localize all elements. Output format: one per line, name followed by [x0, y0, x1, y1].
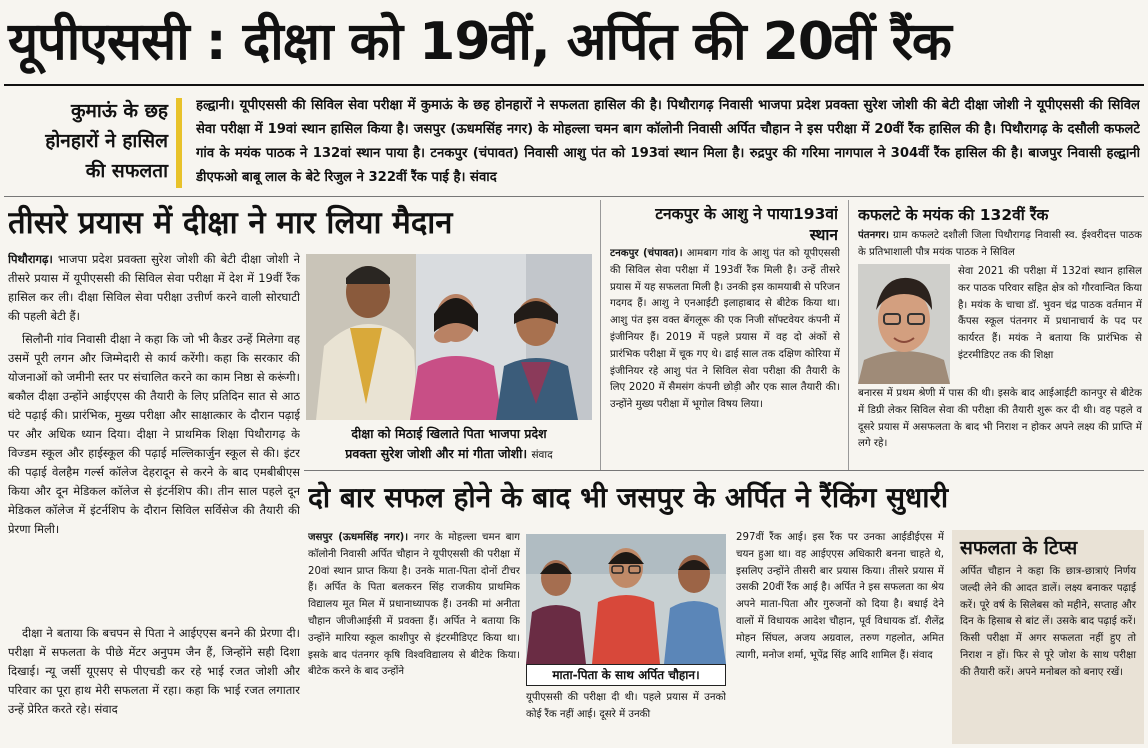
column-divider-1	[600, 200, 601, 470]
mayank-dateline: पंतनगर।	[858, 230, 890, 241]
arpit-photo-illustration	[526, 534, 726, 664]
lede-rule	[4, 196, 1144, 197]
ashu-body-text: आमबाग गांव के आशु पंत को यूपीएससी की सिविल सेवा परीक्षा में 193वीं रैंक मिली है। उन्हें तीसरे प्रयास में यह सफलता मिली है। उनकी इस कामयाबी से परिजन गदगद हैं। आशु ने एनआईटी इलाहाबाद से बीटेक किया था। आशु पंत इस वक्त बेंगलूरू की एक निजी सॉफ्टवेयर कंपनी में इंजीनियर हैं। 2019 में पहले प्रयास में वह दो अंकों से प्रारंभिक परीक्षा में चूक गए थे। ढाई साल तक दक्षिण कोरिया में इंजीनियर रहे आशु पंत ने सिविल सेवा परीक्षा की तैयारी के लिए 2020 में सैमसंग कंपनी छोड़ी और एक साल तैयारी की। उन्होंने मुख्य परीक्षा में भूगोल विषय लिया।	[610, 248, 840, 411]
column-divider-2	[848, 200, 849, 470]
page-headline: यूपीएससी : दीक्षा को 19वीं, अर्पित की 20वीं रैंक	[8, 12, 951, 72]
diksha-para-2: सिलौनी गांव निवासी दीक्षा ने कहा कि जो भी कैडर उन्हें मिलेगा वह उसमें पूरी लगन और जिम्मेदारी से कार्य करेंगी। कहा कि सरकार की योजनाओं को जमीनी स्तर पर संचालित करने का काम निष्ठा से करूंगी। बकौल दीक्षा उन्होंने आईएएस की तैयारी के लिए प्रतिदिन सात से आठ घंटे पढ़ाई की। प्रारंभिक, मुख्य परीक्षा और साक्षात्कार के दौरान पढ़ाई पर और अधिक ध्यान दिया। दीक्षा ने प्राथमिक शिक्षा पिथौरागढ़ के विज्डम स्कूल और हाईस्कूल की पढ़ाई मल्लिकार्जुन स्कूल से की। इंटर की पढ़ाई वेलहैम गर्ल्स कॉलेज देहरादून से करने के बाद एमबीबीएस किया और दून मेडिकल कॉलेज से इंटर्नशिप की। तीन साल पहले दून मेडिकल कॉलेज में इंटर्नशिप के दौरान सिविल सर्विसेज की तैयारी की प्रेरणा मिली।	[8, 332, 300, 536]
mayank-intro-text: ग्राम कफलटे दशौली जिला पिथौरागढ़ निवासी स्व. ईश्वरीदत्त पाठक के प्रतिभाशाली पौत्र मयंक पाठक ने सिविल	[858, 230, 1142, 258]
ashu-headline-line-1: टनकपुर के आशु ने पाया193वां	[655, 205, 838, 223]
kicker	[8, 96, 168, 188]
headline-rule	[4, 84, 1144, 86]
diksha-para-1-text: भाजपा प्रदेश प्रवक्ता सुरेश जोशी की बेटी दीक्षा जोशी ने तीसरे प्रयास में यूपीएससी की सिविल सेवा परीक्षा में देश में 19वीं रैंक हासिल कर ली। दीक्षा सिविल सेवा परीक्षा उत्तीर्ण करने वाली सोरघाटी की पहली बेटी हैं।	[8, 252, 300, 323]
diksha-caption-line-1: दीक्षा को मिठाई खिलाते पिता भाजपा प्रदेश	[351, 426, 547, 441]
arpit-photo-caption: माता-पिता के साथ अर्पित चौहान।	[526, 664, 726, 686]
arpit-family-photo	[526, 534, 726, 664]
diksha-para-3: दीक्षा ने बताया कि बचपन से पिता ने आईएएस बनने की प्रेरणा दी। परीक्षा में सफलता के पीछे मेंटर अनुपम जैन हैं, जिन्होंने सही दिशा दिखाई। न्यू जर्सी यूएसए से पीएचडी कर रहे भाई रजत जोशी और परिवार का पूरा हाथ मेरी सफलता में रहा। कहा कि भाई रजत लगातार उन्हें प्रेरित करते रहे। संवाद	[8, 626, 300, 716]
diksha-dateline: पिथौरागढ़।	[8, 252, 53, 266]
diksha-photo-illustration	[306, 254, 592, 420]
mayank-headline: कफलटे के मयंक की 132वीं रैंक	[858, 206, 1049, 224]
arpit-col-1	[308, 530, 520, 744]
mayank-beside-photo: सेवा 2021 की परीक्षा में 132वां स्थान हासिल कर पाठक परिवार सहित क्षेत्र को गौरवान्वित किया है। मयंक के चाचा डॉ. भुवन चंद्र पाठक वर्तमान में कैंपस स्कूल पंतनगर में प्रधानाचार्य के पद पर कार्यरत हैं। मयंक ने बताया कि प्रारंभिक से इंटरमीडिएट तक की शिक्षा	[958, 266, 1142, 361]
arpit-headline: दो बार सफल होने के बाद भी जसपुर के अर्पित ने रैंकिंग सुधारी	[308, 481, 949, 514]
ashu-headline-line-2: स्थान	[809, 226, 838, 244]
ashu-dateline: टनकपुर (चंपावत)।	[610, 248, 683, 259]
arpit-under-photo: यूपीएससी की परीक्षा दी थी। पहले प्रयास में उनको कोई रैंक नहीं आई। दूसरे में उनकी	[526, 692, 726, 720]
diksha-family-photo	[306, 254, 592, 420]
arpit-dateline: जसपुर (ऊधमसिंह नगर)।	[308, 532, 409, 543]
diksha-headline: तीसरे प्रयास में दीक्षा ने मार लिया मैदान	[8, 205, 453, 241]
ashu-body	[610, 246, 840, 464]
kicker-line-2: होनहारों ने हासिल	[45, 130, 168, 152]
arpit-col-3: 297वीं रैंक आई। इस रैंक पर उनका आईडीईएस में चयन हुआ था। वह आईएएस अधिकारी बनना चाहते थे, इसलिए उन्होंने तीसरी बार प्रयास किया। तीसरे प्रयास में उसकी 20वीं रैंक आई है। अर्पित ने इस सफलता का श्रेय अपने माता-पिता और गुरुजनों को दिया है। बधाई देने वालों में विधायक आदेश चौहान, पूर्व विधायक डॉ. शैलेंद्र मोहन सिंघल, अजय अग्रवाल, तरुण गहलोत, अमित त्यागी, मनोज शर्मा, भूपेंद्र सिंह आदि शामिल हैं। संवाद	[736, 532, 944, 661]
diksha-photo-caption	[318, 424, 580, 464]
kicker-line-3: की सफलता	[85, 160, 168, 182]
tips-heading: सफलता के टिप्स	[960, 537, 1078, 559]
tips-box	[952, 530, 1144, 744]
arpit-top-rule	[304, 470, 1144, 471]
ashu-headline	[610, 204, 838, 246]
diksha-caption-line-2-text: प्रवक्ता सुरेश जोशी और मां गीता जोशी।	[345, 446, 528, 461]
mayank-intro	[858, 228, 1142, 264]
arpit-col-1-text: नगर के मोहल्ला चमन बाग कॉलोनी निवासी अर्पित चौहान ने यूपीएससी की परीक्षा में 20वां स्थान प्राप्त किया है। उनके माता-पिता दोनों टीचर हैं। अर्पित के पिता बलकरन सिंह राजकीय प्राथमिक विद्यालय मूत मिल में प्रधानाध्यापक हैं। उनकी मां अनीता चौहान जीजीआईसी में प्रवक्ता हैं। अर्पित ने बताया कि उन्होंने मारिया स्कूल काशीपुर से इंटरमीडिएट किया था। इसके बाद पंतनगर कृषि विश्वविद्यालय से बीटेक किया। बीटेक करने के बाद उन्होंने	[308, 532, 520, 678]
lede-paragraph: हल्द्वानी। यूपीएससी की सिविल सेवा परीक्षा में कुमाऊं के छह होनहारों ने सफलता हासिल की है। पिथौरागढ़ निवासी भाजपा प्रदेश प्रवक्ता सुरेश जोशी की बेटी दीक्षा जोशी ने यूपीएससी की सिविल सेवा परीक्षा में 19वां स्थान हासिल किया है। जसपुर (ऊधमसिंह नगर) के मोहल्ला चमन बाग कॉलोनी निवासी अर्पित चौहान ने इस परीक्षा में 20वीं रैंक हासिल की है। पिथौरागढ़ के दसौली कफलटे गांव के मयंक पाठक ने 132वां स्थान पाया है। टनकपुर (चंपावत) निवासी आशु पंत को 193वां स्थान मिला है। रुद्रपुर की गरिमा नागपाल ने 304वीं रैंक हासिल की है। बाजपुर निवासी हल्द्वानी डीएफओ बाबू लाल के बेटे रिजुल ने 322वीं रैंक पाई है। संवाद	[196, 98, 1140, 185]
mayank-photo	[858, 264, 950, 384]
diksha-caption-credit: संवाद	[531, 449, 553, 461]
mayank-rest: बनारस में प्रथम श्रेणी में पास की थी। इसके बाद आईआईटी कानपुर से बीटेक में डिग्री लेकर सिविल सेवा की परीक्षा की तैयारी शुरू कर दी थी। वह पहले व दूसरे प्रयास में असफलता के बाद भी निराश न होकर अपने लक्ष्य की प्राप्ति में लगे रहे।	[858, 388, 1142, 450]
kicker-line-1: कुमाऊं के छह	[70, 100, 168, 122]
diksha-para-1	[8, 250, 300, 328]
diksha-caption-line-2	[318, 444, 580, 464]
accent-bar	[176, 98, 182, 188]
mayank-portrait	[858, 264, 950, 384]
tips-body: अर्पित चौहान ने कहा कि छात्र-छात्राएं निर्णय जल्दी लेने की आदत डालें। लक्ष्य बनाकर पढ़ाई करें। पूरे वर्ष के सिलेबस को महीने, सप्ताह और दिन के हिसाब से बांट लें। उसके बाद पढ़ाई करें। किसी परीक्षा में अगर सफलता नहीं हुए तो निराश न हों। फिर से पूरे जोश के साथ परीक्षा की तैयारी करें। अपने मनोबल को बनाए रखें।	[960, 566, 1136, 678]
